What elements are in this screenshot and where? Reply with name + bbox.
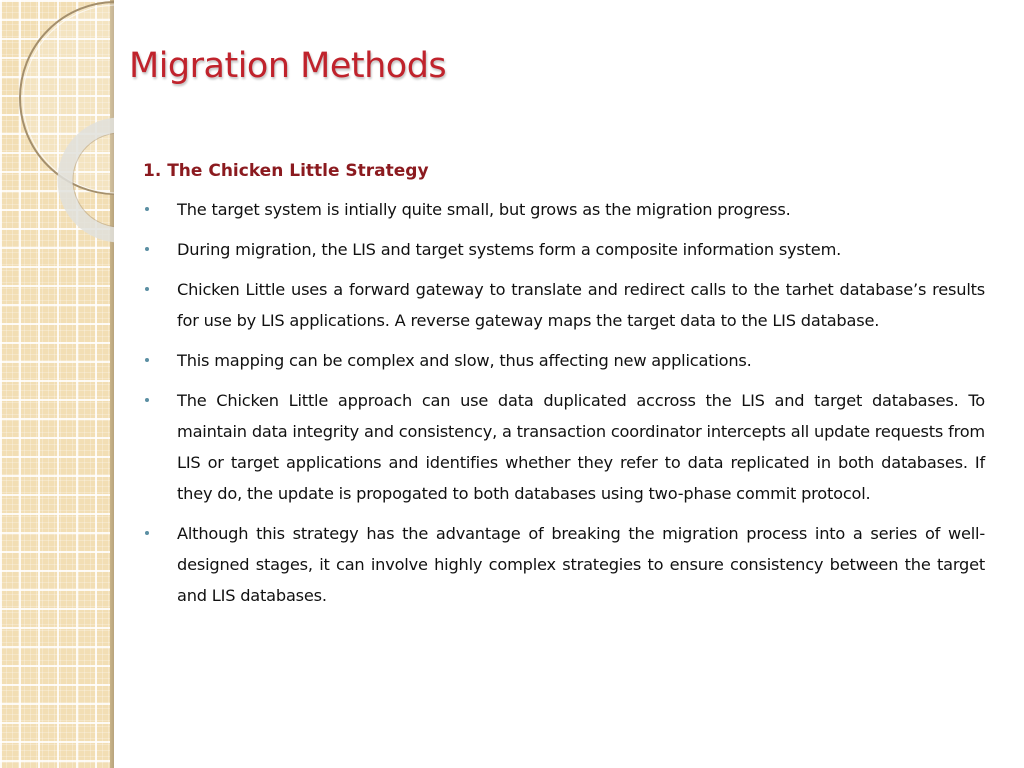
bullet-item [143,518,985,611]
bullet-item [143,234,985,265]
bullet-text: The Chicken Little approach can use data duplicated accross the LIS and target databases. To maintain data integrity and consistency, a transaction coordinator intercepts all update requests from LIS or target applications and identifies whether they refer to data replicated in both databases. If they do, the update is propogated to both databases using two-phase commit protocol. [177,391,985,503]
bullet-icon [145,358,149,362]
bullet-icon [145,207,149,211]
section-heading: 1. The Chicken Little Strategy [143,161,429,181]
bullet-icon [145,287,149,291]
bullet-list [143,194,985,611]
bullet-text: During migration, the LIS and target systems form a composite information system. [177,240,842,259]
bullet-icon [145,247,149,251]
slide-content [143,158,985,620]
bullet-text: This mapping can be complex and slow, thus affecting new applications. [177,351,752,370]
bullet-text: The target system is intially quite small, but grows as the migration progress. [177,200,791,219]
bullet-icon [145,531,149,535]
bullet-item [143,385,985,509]
decorative-circles [0,0,114,280]
bullet-icon [145,398,149,402]
bullet-text: Chicken Little uses a forward gateway to translate and redirect calls to the tarhet database’s results for use by LIS applications. A reverse gateway maps the target data to the LIS database. [177,280,985,330]
bullet-item [143,345,985,376]
bullet-item [143,274,985,336]
slide-title: Migration Methods [129,46,447,86]
bullet-text: Although this strategy has the advantage of breaking the migration process into a series of well-designed stages, it can involve highly complex strategies to ensure consistency between the target and LIS databases. [177,524,985,605]
bullet-item [143,194,985,225]
